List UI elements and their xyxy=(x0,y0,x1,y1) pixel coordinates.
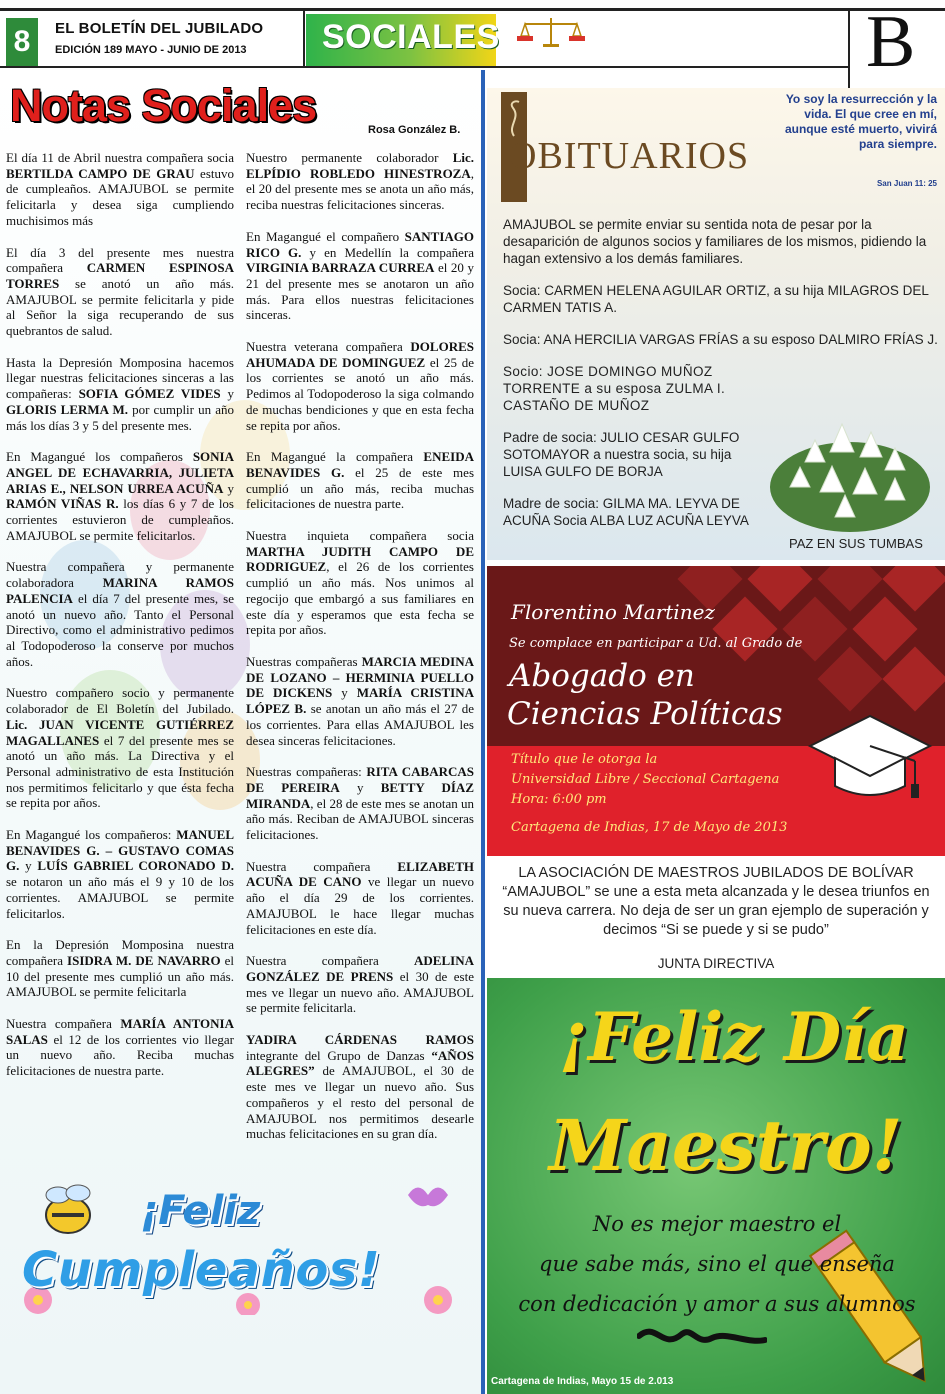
member-name: YADIRA CÁRDENAS RAMOS xyxy=(246,1032,474,1048)
member-name: RAMÓN VIÑAS R. xyxy=(6,496,119,512)
bible-verse: Yo soy la resurrección y la vida. El que cree en mí, aunque esté muerto, vivirá para siempre. xyxy=(784,92,937,151)
teacher-day-footer: Cartagena de Indias, Mayo 15 de 2.013 xyxy=(491,1376,674,1387)
obituary-paragraph: Padre de socia: JULIO CESAR GULFO SOTOMAYOR a nuestra socia, su hija LUISA GULFO DE BORJA xyxy=(503,430,740,479)
degree-line-2: Ciencias Políticas xyxy=(507,696,783,732)
flourish-icon xyxy=(503,98,525,138)
member-name: ISIDRA M. DE NAVARRO xyxy=(67,952,221,968)
member-name: SOFIA GÓMEZ VIDES xyxy=(78,386,221,402)
social-note: El día 11 de Abril nuestra compañera socia BERTILDA CAMPO DE GRAU estuvo de cumpleaños. AMAJUBOL se permite felicitarla y desea siga cumpliendo muchisimos más xyxy=(6,150,234,228)
member-name: RITA CABARCAS DE PEREIRA xyxy=(246,764,474,795)
obituaries-logo: OBITUARIOS xyxy=(509,135,750,177)
member-name: VIRGINIA BARRAZA CURREA xyxy=(246,260,435,276)
column-divider xyxy=(481,70,485,1394)
diamond-pattern xyxy=(882,646,945,711)
lilies-flower-image xyxy=(765,412,935,537)
member-name: LUÍS GABRIEL CORONADO D. xyxy=(37,858,234,874)
social-note: Nuestro permanente colaborador Lic. ELPÍDIO ROBLEDO HINESTROZA, el 20 del presente mes se anota un año más, reciba nuestras felicitaciones sinceras. xyxy=(246,150,474,213)
social-note: Nuestra inquieta compañera socia MARTHA JUDITH CAMPO DE RODRIGUEZ, el 26 de los corrientes cumplió un año más. Nos unimos al regocijo que embargó a sus familiares en este día y esperamos que esta fecha se repita por años. xyxy=(246,528,474,638)
obituary-paragraph: Socia: ANA HERCILIA VARGAS FRÍAS a su esposo DALMIRO FRÍAS J. xyxy=(503,332,938,347)
member-name: SANTIAGO RICO G. xyxy=(246,228,474,260)
notes-title: Notas Sociales xyxy=(10,80,317,131)
social-note: En la Depresión Momposina nuestra compañera ISIDRA M. DE NAVARRO el 10 del presente mes cumplió un año más. AMAJUBOL se permite felicitarla xyxy=(6,937,234,1000)
social-note: Nuestras compañeras: RITA CABARCAS DE PEREIRA y BETTY DÍAZ MIRANDA, el 28 de este mes se anotan un año más. Reciban de AMAJUBOL sinceras felicitaciones. xyxy=(246,764,474,843)
obituaries-section xyxy=(487,88,945,560)
scales-of-justice-icon xyxy=(515,14,587,50)
social-note: El día 3 del presente mes nuestra compañera CARMEN ESPINOSA TORRES se anotó un año más. AMAJUBOL se permite felicitarla y pide al Señor la siga recuperando de sus quebrantos de salud. xyxy=(6,244,234,339)
diamond-pattern xyxy=(782,596,847,661)
diamond-pattern xyxy=(747,566,812,612)
scribble-line xyxy=(637,1316,767,1356)
invitation-time: Hora: 6:00 pm xyxy=(511,792,607,807)
association-message-box xyxy=(487,856,945,972)
member-name: CARMEN ESPINOSA TORRES xyxy=(6,260,234,291)
social-note: Nuestro compañero socio y permanente colaborador de El Boletín del Jubilado. Lic. JUAN VICENTE GUTIÉRREZ MAGALLANES el 7 del presente mes se anotó un año más. La Directiva y el Personal administrativo de esta Institución nos permitimos felicitarlo y que ésta fecha se repita por años. xyxy=(6,685,234,811)
publication-name: EL BOLETÍN DEL JUBILADO xyxy=(55,20,264,37)
edition-info: EDICIÓN 189 MAYO - JUNIO DE 2013 xyxy=(55,44,247,56)
header-top-rule xyxy=(0,8,945,11)
member-name: MARÍA ANTONIA SALAS xyxy=(6,1016,235,1047)
member-name: Lic. ELPÍDIO ROBLEDO HINESTROZA xyxy=(246,150,474,181)
member-name: “AÑOS ALEGRES” xyxy=(246,1047,474,1079)
header-divider-right xyxy=(848,11,850,89)
social-note: Hasta la Depresión Momposina hacemos llegar nuestras felicitaciones sinceras a las compañeras: SOFIA GÓMEZ VIDES y GLORIS LERMA M. por cumplir un año más los días 3 y 5 del presente mes. xyxy=(6,354,234,433)
notes-column-2 xyxy=(246,150,474,1158)
social-note: YADIRA CÁRDENAS RAMOS integrante del Grupo de Danzas “AÑOS ALEGRES” de AMAJUBOL, el 30 de este mes ve llegar un nuevo año. Sus compañeros y el resto del personal de AMAJUBOL nos permitimos desearle muchas felicitaciones en su gran día. xyxy=(246,1032,474,1142)
invitation-subtitle: Se complace en participar a Ud. al Grado de xyxy=(509,636,803,651)
diamond-pattern xyxy=(712,596,777,661)
member-name: BERTILDA CAMPO DE GRAU xyxy=(6,165,195,181)
graduate-name: Florentino Martinez xyxy=(511,600,715,624)
member-name: MARÍA CRISTINA LÓPEZ B. xyxy=(246,685,474,717)
member-name: ENEIDA BENAVIDES G. xyxy=(246,449,474,480)
member-name: MARINA RAMOS PALENCIA xyxy=(6,575,234,606)
section-title: SOCIALES xyxy=(322,18,500,56)
degree-line-1: Abogado en xyxy=(509,658,695,694)
social-note: En Magangué el compañero SANTIAGO RICO G. y en Medellín la compañera VIRGINIA BARRAZA CURREA el 20 y 21 del presente mes se anotaron un año más. Para ellos nuestras felicitaciones sinceras. xyxy=(246,228,474,323)
member-name: MARCIA MEDINA DE LOZANO – HERMINIA PUELLO DE DICKENS xyxy=(246,653,474,701)
social-note: Nuestra compañera MARÍA ANTONIA SALAS el 12 de los corrientes vio llegar un nuevo año. Reciba muchas felicitaciones de nuestra parte. xyxy=(6,1016,235,1079)
quote-line: No es mejor maestro el xyxy=(592,1212,842,1236)
notes-column-1 xyxy=(6,150,234,1095)
association-signature: JUNTA DIRECTIVA xyxy=(657,956,775,971)
diamond-pattern xyxy=(817,566,882,612)
social-note: En Magangué la compañera ENEIDA BENAVIDES G. el 25 de este mes cumplió un año más, reciba muchas felicitaciones de nuestra parte. xyxy=(246,449,474,512)
social-note: En Magangué los compañeros SONIA ANGEL DE ECHAVARRIA, JULIETA ARIAS E., NELSON URREA ACUÑA y RAMÓN VIÑAS R. los días 6 y 7 de los corrientes estuvieron de cumpleaños. AMAJUBOL se permite felicitarlos. xyxy=(6,449,234,543)
member-name: SONIA ANGEL DE ECHAVARRIA, JULIETA ARIAS E., NELSON URREA ACUÑA xyxy=(6,449,234,496)
member-name: ADELINA GONZÁLEZ DE PRENS xyxy=(246,953,474,984)
obituary-paragraph: Socio: JOSE DOMINGO MUÑOZ TORRENTE a su esposa ZULMA I. CASTAÑO DE MUÑOZ xyxy=(503,364,726,413)
author-byline: Rosa González B. xyxy=(368,124,461,136)
header-bottom-rule xyxy=(0,66,850,68)
graduation-cap-icon xyxy=(805,706,935,806)
member-name: MARTHA JUDITH CAMPO DE RODRIGUEZ xyxy=(246,543,474,575)
member-name: ELIZABETH ACUÑA DE CANO xyxy=(246,858,474,890)
bible-verse-reference: San Juan 11: 25 xyxy=(876,179,937,188)
member-name: DOLORES AHUMADA DE DOMINGUEZ xyxy=(246,339,474,370)
social-notes-section xyxy=(0,70,484,1394)
social-note: Nuestra compañera ELIZABETH ACUÑA DE CANO ve llegar un nuevo año el día 29 de los corrientes. AMAJUBOL le hace llegar muchas felicitaciones en este día. xyxy=(246,858,474,937)
obituary-paragraph: Socia: CARMEN HELENA AGUILAR ORTIZ, a su hija MILAGROS DEL CARMEN TATIS A. xyxy=(503,283,929,315)
invitation-detail: Título que le otorga la xyxy=(511,752,658,767)
header-divider xyxy=(303,11,305,66)
social-note: En Magangué los compañeros: MANUEL BENAVIDES G. – GUSTAVO COMAS G. y LUÍS GABRIEL CORONADO D. se notaron un año más el 9 y 10 de los corrientes. AMAJUBOL se permite felicitarlos. xyxy=(6,827,234,921)
social-note: Nuestra veterana compañera DOLORES AHUMADA DE DOMINGUEZ el 25 de los corrientes se anotó un año más. Pedimos al Todopoderoso la siga colmando de muchas bendiciones y que en esta fecha se repita por años. xyxy=(246,339,474,433)
page-number: 8 xyxy=(6,18,38,66)
invitation-detail: Universidad Libre / Seccional Cartagena xyxy=(511,772,780,787)
quote-line: que sabe más, sino el que enseña xyxy=(539,1252,895,1276)
social-note: Nuestra compañera y permanente colaboradora MARINA RAMOS PALENCIA el día 7 del presente mes, se anotó un nuevo año. Tanto el Personal Directivo, como el administrativo pedimos al Todopoderoso la conserve por muchos años. xyxy=(6,559,234,669)
teacher-day-title-1: ¡Feliz Día xyxy=(559,998,909,1076)
rest-in-peace-text: PAZ EN SUS TUMBAS xyxy=(789,536,923,551)
social-note: Nuestra compañera ADELINA GONZÁLEZ DE PRENS el 30 de este mes ve llegar un nuevo año. AMAJUBOL se permite felicitarla. xyxy=(246,953,474,1016)
member-name: MANUEL BENAVIDES G. – GUSTAVO COMAS G. xyxy=(6,827,234,874)
social-note: Nuestras compañeras MARCIA MEDINA DE LOZANO – HERMINIA PUELLO DE DICKENS y MARÍA CRISTINA LÓPEZ B. se anotan un año más el 27 de los corrientes. Para ellas AMAJUBOL les desea sinceras felicitaciones. xyxy=(246,653,474,748)
member-name: BETTY DÍAZ MIRANDA xyxy=(246,779,474,811)
association-message: LA ASOCIACIÓN DE MAESTROS JUBILADOS DE BOLÍVAR “AMAJUBOL” se une a esta meta alcanzada y le desea triunfos en su nueva carrera. No deja de ser un gran ejemplo de superación y decimos “Si se puede y si se pudo” xyxy=(502,865,930,938)
section-letter: B xyxy=(866,1,916,83)
teacher-day-section xyxy=(487,978,945,1394)
teacher-day-title-2: Maestro! xyxy=(549,1104,903,1187)
diamond-pattern xyxy=(817,646,882,711)
birthday-banner-line-1: ¡Feliz xyxy=(140,1188,261,1234)
member-name: Lic. JUAN VICENTE GUTIÉRREZ MAGALLANES xyxy=(6,716,234,748)
graduation-announcement xyxy=(487,566,945,856)
birthday-banner-line-2: Cumpleaños! xyxy=(22,1242,381,1298)
obituary-paragraph: AMAJUBOL se permite enviar su sentida nota de pesar por la desaparición de algunos socios y familiares de los mismos, pidiendo la hagan extensivo a los demás familiares. xyxy=(503,217,927,266)
quote-line: con dedicación y amor a sus alumnos xyxy=(518,1292,916,1316)
teacher-day-quote xyxy=(507,1204,927,1324)
invitation-date: Cartagena de Indias, 17 de Mayo de 2013 xyxy=(511,820,788,835)
member-name: GLORIS LERMA M. xyxy=(6,401,128,417)
obituary-paragraph: Madre de socia: GILMA MA. LEYVA DE ACUÑA Socia ALBA LUZ ACUÑA LEYVA xyxy=(503,496,749,528)
